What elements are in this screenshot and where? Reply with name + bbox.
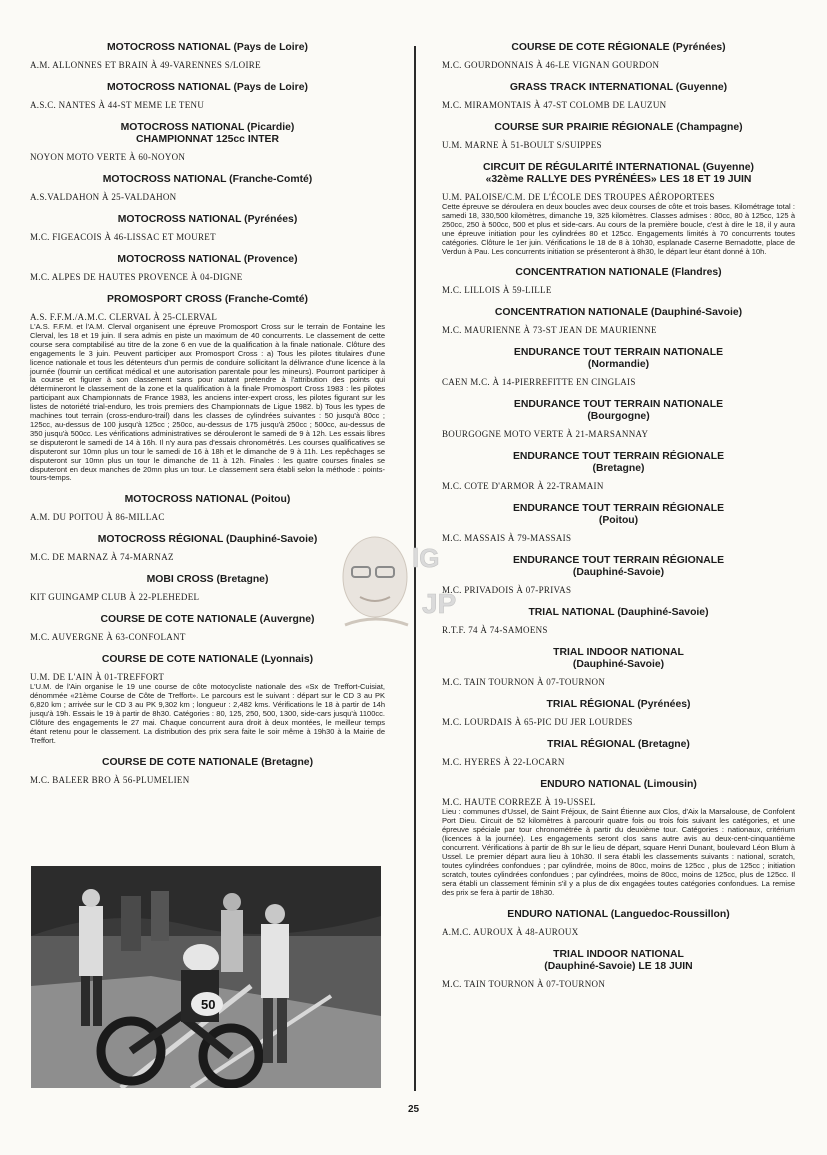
event-listing (442, 267, 795, 296)
event-heading (30, 174, 385, 186)
event-listing (442, 607, 795, 636)
event-heading-line: MOTOCROSS NATIONAL (Franche-Comté) (102, 174, 313, 185)
event-club: M.C. BALEER BRO À 56-PLUMELIEN (30, 774, 190, 785)
event-listing (30, 294, 385, 483)
event-heading (442, 647, 795, 671)
event-listing (30, 82, 385, 111)
event-listing (442, 779, 795, 897)
event-club: U.M. PALOISE/C.M. DE L'ÉCOLE DES TROUPES AÉROPORTEES (442, 192, 715, 202)
event-club: A.S.VALDAHON À 25-VALDAHON (30, 192, 177, 202)
event-club: A.S. F.F.M./A.M.C. CLERVAL À 25-CLERVAL (30, 312, 218, 322)
event-heading-line: MOTOCROSS NATIONAL (Picardie) (120, 122, 295, 133)
event-club: M.C. LILLOIS À 59-LILLE (442, 285, 552, 296)
event-club: A.M. ALLONNES ET BRAIN À 49-VARENNES S/LOIRE (30, 60, 261, 70)
event-heading-line: TRIAL NATIONAL (Dauphiné-Savoie) (528, 607, 709, 619)
event-heading-line: ENDURANCE TOUT TERRAIN RÉGIONALE (512, 555, 725, 567)
event-club: M.C. FIGEACOIS À 46-LISSAC ET MOURET (30, 232, 216, 242)
event-club: M.C. MAURIENNE À 73-ST JEAN DE MAURIENNE (442, 325, 657, 336)
event-listing (442, 555, 795, 596)
event-heading (442, 451, 795, 475)
event-listing (442, 122, 795, 151)
event-listing (442, 307, 795, 336)
event-listing (442, 42, 795, 71)
event-heading-line: (Bourgogne) (587, 411, 650, 423)
event-details: Lieu : communes d'Ussel, de Saint Fréjoux, de Saint Étienne aux Clos, d'Aix la Marsalouse, de Confolent Port Dieu. Circuit de 52 kilomètres à parcourir quatre fois ou trois fois suivant les catégories, et une épreuve spéciale par tour chronométrée à partir du deuxième tour. Catégories : nationaux, critérium (licences à la journée). Les engagements seront clos sans autre avis au deux-cent-cinquantième concurrent. Vérifications à partir de 8h sur le lieu de départ, square Henri Dunant, boulevard Léon Blum à Ussel. Le premier départ aura lieu à 10h30. Il sera établi les classements suivants : national, scratch, toutes cylindrées confondues ; par cylindrée, moins de 80cc, moins de 125cc , plus de 125cc ; initiation scratch, toutes cylindrées confondues ; par cylindrées, moins de 80cc, moins de 125cc, plus de 125cc. Il sera établi un classement féminin s'il y a plus de dix engagées toutes catégories confondues. La remise des prix se fera à partir de 18h30. (442, 807, 795, 897)
event-heading-line: TRIAL INDOOR NATIONAL (553, 647, 684, 659)
event-club: M.C. HAUTE CORREZE À 19-USSEL (442, 797, 596, 808)
event-heading-line: MOTOCROSS NATIONAL (Pays de Loire) (107, 82, 308, 93)
event-heading-line: MOTOCROSS NATIONAL (Pyrénées) (117, 214, 298, 225)
event-details: L'U.M. de l'Ain organise le 19 une course de côte motocycliste nationale des «Sx de Treffort-Cuisiat, dénommée «21ème Course de Côte de Treffort». Le parcours est le suivant : départ sur le CD 3 au PK 6,820 km ; arrivée sur le CD 3 au PK 9,302 km ; longueur : 2,482 kms. Vérifications le 18 à partir de 14h jusqu'à 19h. Essais le 19 à partir de 8h30. Catégories : 80, 125, 250, 500, 1300, side-cars jusqu'à 1100cc. Clôture des engagements le 27 mai. Chaque concurrent aura droit à deux montées, le meilleur temps étant retenu pour le classement. La distribution des prix sera faite le soir même à 19h30 à la Mairie de Treffort. (30, 682, 385, 745)
event-club: M.C. GOURDONNAIS À 46-LE VIGNAN GOURDON (442, 60, 660, 70)
event-listing (442, 739, 795, 768)
event-club: M.C. TAIN TOURNON À 07-TOURNON (442, 978, 606, 989)
event-heading (442, 122, 795, 134)
event-heading (442, 503, 795, 527)
event-listing (30, 494, 385, 523)
event-heading-line: ENDURO NATIONAL (Limousin) (540, 779, 697, 791)
event-heading (442, 949, 795, 973)
event-heading (442, 909, 795, 921)
event-heading (442, 779, 795, 791)
event-heading-line: MOTOCROSS NATIONAL (Provence) (117, 254, 298, 265)
event-listing (442, 399, 795, 440)
event-heading-line: (Poitou) (598, 515, 639, 527)
event-listing (30, 122, 385, 163)
event-club: A.S.C. NANTES À 44-ST MEME LE TENU (30, 100, 205, 110)
event-heading (442, 267, 795, 279)
event-photo (31, 866, 381, 1088)
event-club: BOURGOGNE MOTO VERTE À 21-MARSANNAY (442, 429, 649, 440)
event-heading-line: COURSE DE COTE NATIONALE (Auvergne) (100, 614, 315, 626)
event-listing (442, 503, 795, 544)
event-listing (442, 162, 795, 256)
event-listing (442, 647, 795, 688)
event-listing (442, 82, 795, 111)
event-club: A.M. DU POITOU À 86-MILLAC (30, 512, 165, 523)
left-column (30, 42, 385, 797)
event-heading-line: PROMOSPORT CROSS (Franche-Comté) (107, 294, 308, 305)
watermark-illustration (330, 525, 480, 635)
event-heading-line: COURSE DE COTE NATIONALE (Lyonnais) (101, 654, 314, 666)
svg-text:50: 50 (201, 997, 216, 1012)
event-heading (442, 307, 795, 319)
event-heading (30, 82, 385, 94)
event-heading-line: ENDURANCE TOUT TERRAIN NATIONALE (513, 347, 724, 359)
event-heading-line: (Normandie) (587, 359, 650, 371)
event-heading (30, 214, 385, 226)
event-heading-line: TRIAL INDOOR NATIONAL (553, 948, 684, 960)
event-heading-line: (Dauphiné-Savoie) (572, 567, 665, 579)
event-heading-line: ENDURANCE TOUT TERRAIN NATIONALE (513, 399, 724, 411)
event-heading-line: (Dauphiné-Savoie) LE 18 JUIN (544, 960, 693, 972)
event-listing (30, 654, 385, 745)
right-column (442, 42, 795, 1001)
event-heading (30, 254, 385, 266)
event-heading (442, 42, 795, 54)
event-club: M.C. LOURDAIS À 65-PIC DU JER LOURDES (442, 717, 633, 728)
event-listing (442, 699, 795, 728)
event-listing (442, 909, 795, 938)
event-heading-line: MOTOCROSS NATIONAL (Poitou) (124, 494, 291, 506)
event-club: A.M.C. AUROUX À 48-AUROUX (442, 926, 579, 937)
event-heading (30, 122, 385, 146)
event-club: M.C. HYERES À 22-LOCARN (442, 757, 565, 768)
event-club: NOYON MOTO VERTE À 60-NOYON (30, 152, 186, 162)
event-listing (442, 451, 795, 492)
event-details: Cette épreuve se déroulera en deux boucles avec deux courses de côte et trois bases. Kilométrage total : samedi 18, 330,500 kilomètres, dimanche 19, 325 kilomètres. Classes admises : 80cc, 80 à 125cc, 125 à 250cc, 250 à 500cc, 500 et plus et side-cars. Au cours de la première boucle, c'est à dire le 18, il y aura une épreuve initiation pour les cylindrées 80 et 125cc. Engagements limités à 70 concurrents toutes catégories. Clôture le 1er juin. Vérifications le 18 de 8 à 10h30, esplanade Caserne Bernadotte, place de Verdun à Pau. Les concurrents initiation se présenteront à 8h30, le départ leur étant donné à 10h. (442, 202, 795, 256)
event-heading (30, 42, 385, 54)
event-heading-line: (Bretagne) (592, 463, 645, 475)
event-heading-line: CONCENTRATION NATIONALE (Dauphiné-Savoie) (494, 307, 743, 319)
event-club: R.T.F. 74 À 74-SAMOENS (442, 625, 548, 636)
event-heading-line: ENDURANCE TOUT TERRAIN RÉGIONALE (512, 503, 725, 515)
event-details: L'A.S. F.F.M. et l'A.M. Clerval organisent une épreuve Promosport Cross sur le terrain de Fontaine les Clerval, les 18 et 19 juin. Il sera admis en piste un maximum de 40 concurrents. Le classement de cette course sera comptabilisé au titre de la zone 6 en vue de la qualification à la finale nationale. Clôture des engagements le 3 juin. Peuvent participer aux Promosport Cross : a) Tous les pilotes titulaires d'une licence nationale et tous les détenteurs d'un permis de conduire sollicitant la délivrance d'une licence à la journée (fournir un certificat médical et une autorisation parentale pour les mineurs). Pourront participer à la course et figurer à son classement sans pour autant prétendre à l'attribution des points qui détermineront le classement de la zone et la qualification à la finale Promosport Cross 1983 : les pilotes participant aux Championnats de France 1983, les anciens inter-expert cross, les pilotes figurant sur les listes de notoriété trial-enduro, les trois premiers des Championnats de Ligue 1982. b) Tous les types de machines tout terrain (cross-enduro-trail) dans les classes de cylindrées suivantes : 50 jusqu'à 80cc ; 125cc, au-dessus de 100 jusqu'à 125cc ; 250cc, au-dessus de 175 jusqu'à 250cc ; 500cc, au-dessus de 350 jusqu'à 500cc. Les vérifications administratives se dérouleront le samedi de 9 à 12h. Les essais libres se disputeront le samedi de 14 à 16h. Il n'y aura pas d'essais chronométrés. Les courses qualificatives se disputeront sur 10mn plus un tour le samedi de 16 à 18h et le dimanche de 9 à 11h. Les repêchages se disputeront sur 10mn plus un tour le dimanche de 11 à 12h. Finales : les quatre courses finales se disputeront en deux manches de 20mn plus un tour. Le classement sera établi selon la méthode : points-tours-temps. (30, 322, 385, 483)
event-club: M.C. DE MARNAZ À 74-MARNAZ (30, 552, 174, 563)
event-heading-line: COURSE SUR PRAIRIE RÉGIONALE (Champagne) (494, 122, 743, 133)
svg-text:lG: lG (412, 543, 440, 573)
event-heading-line: CHAMPIONNAT 125cc INTER (136, 134, 279, 145)
event-listing (30, 174, 385, 203)
event-heading-line: TRIAL RÉGIONAL (Pyrénées) (546, 699, 691, 711)
event-heading (442, 607, 795, 619)
event-listing (442, 347, 795, 388)
page-number: 25 (407, 1104, 420, 1115)
event-listing (30, 42, 385, 71)
event-heading (30, 654, 385, 666)
event-heading-line: CONCENTRATION NATIONALE (Flandres) (515, 267, 722, 279)
event-heading-line: ENDURO NATIONAL (Languedoc-Roussillon) (507, 908, 730, 920)
event-heading (30, 757, 385, 769)
event-heading (442, 162, 795, 186)
event-heading-line: MOBI CROSS (Bretagne) (146, 574, 269, 586)
event-listing (442, 949, 795, 990)
event-heading (30, 294, 385, 306)
event-listing (30, 214, 385, 243)
event-club: M.C. AUVERGNE À 63-CONFOLANT (30, 632, 186, 643)
event-club: M.C. COTE D'ARMOR À 22-TRAMAIN (442, 481, 604, 492)
event-club: KIT GUINGAMP CLUB À 22-PLEHEDEL (30, 592, 200, 603)
svg-text:JP: JP (422, 588, 457, 619)
event-heading (442, 739, 795, 751)
event-listing (30, 254, 385, 283)
event-heading-line: COURSE DE COTE RÉGIONALE (Pyrénées) (511, 42, 726, 53)
watermark-portrait (330, 525, 480, 635)
event-heading (442, 347, 795, 371)
event-heading (442, 555, 795, 579)
event-club: M.C. ALPES DE HAUTES PROVENCE À 04-DIGNE (30, 272, 243, 282)
event-heading-line: COURSE DE COTE NATIONALE (Bretagne) (101, 756, 314, 768)
event-heading-line: TRIAL RÉGIONAL (Bretagne) (547, 739, 690, 751)
event-heading (442, 699, 795, 711)
event-heading-line: (Dauphiné-Savoie) (572, 659, 665, 671)
event-club: M.C. MASSAIS À 79-MASSAIS (442, 533, 572, 544)
event-heading (30, 494, 385, 506)
event-heading-line: ENDURANCE TOUT TERRAIN RÉGIONALE (512, 451, 725, 463)
event-heading-line: «32ème RALLYE DES PYRÉNÉES» LES 18 ET 19 JUIN (485, 174, 752, 185)
event-heading (442, 82, 795, 94)
motocross-photo-illustration (31, 866, 381, 1088)
event-heading-line: CIRCUIT DE RÉGULARITÉ INTERNATIONAL (Guyenne) (483, 162, 754, 173)
event-club: CAEN M.C. À 14-PIERREFITTE EN CINGLAIS (442, 377, 636, 388)
event-club: M.C. MIRAMONTAIS À 47-ST COLOMB DE LAUZUN (442, 100, 667, 110)
event-heading (442, 399, 795, 423)
event-club: U.M. DE L'AIN À 01-TREFFORT (30, 672, 165, 683)
event-heading-line: MOTOCROSS NATIONAL (Pays de Loire) (107, 42, 308, 53)
event-listing (30, 757, 385, 786)
event-heading-line: MOTOCROSS RÉGIONAL (Dauphiné-Savoie) (97, 534, 318, 546)
event-club: U.M. MARNE À 51-BOULT S/SUIPPES (442, 140, 602, 150)
event-club: M.C. PRIVADOIS À 07-PRIVAS (442, 585, 572, 596)
event-club: M.C. TAIN TOURNON À 07-TOURNON (442, 677, 606, 688)
event-heading-line: GRASS TRACK INTERNATIONAL (Guyenne) (509, 82, 728, 93)
